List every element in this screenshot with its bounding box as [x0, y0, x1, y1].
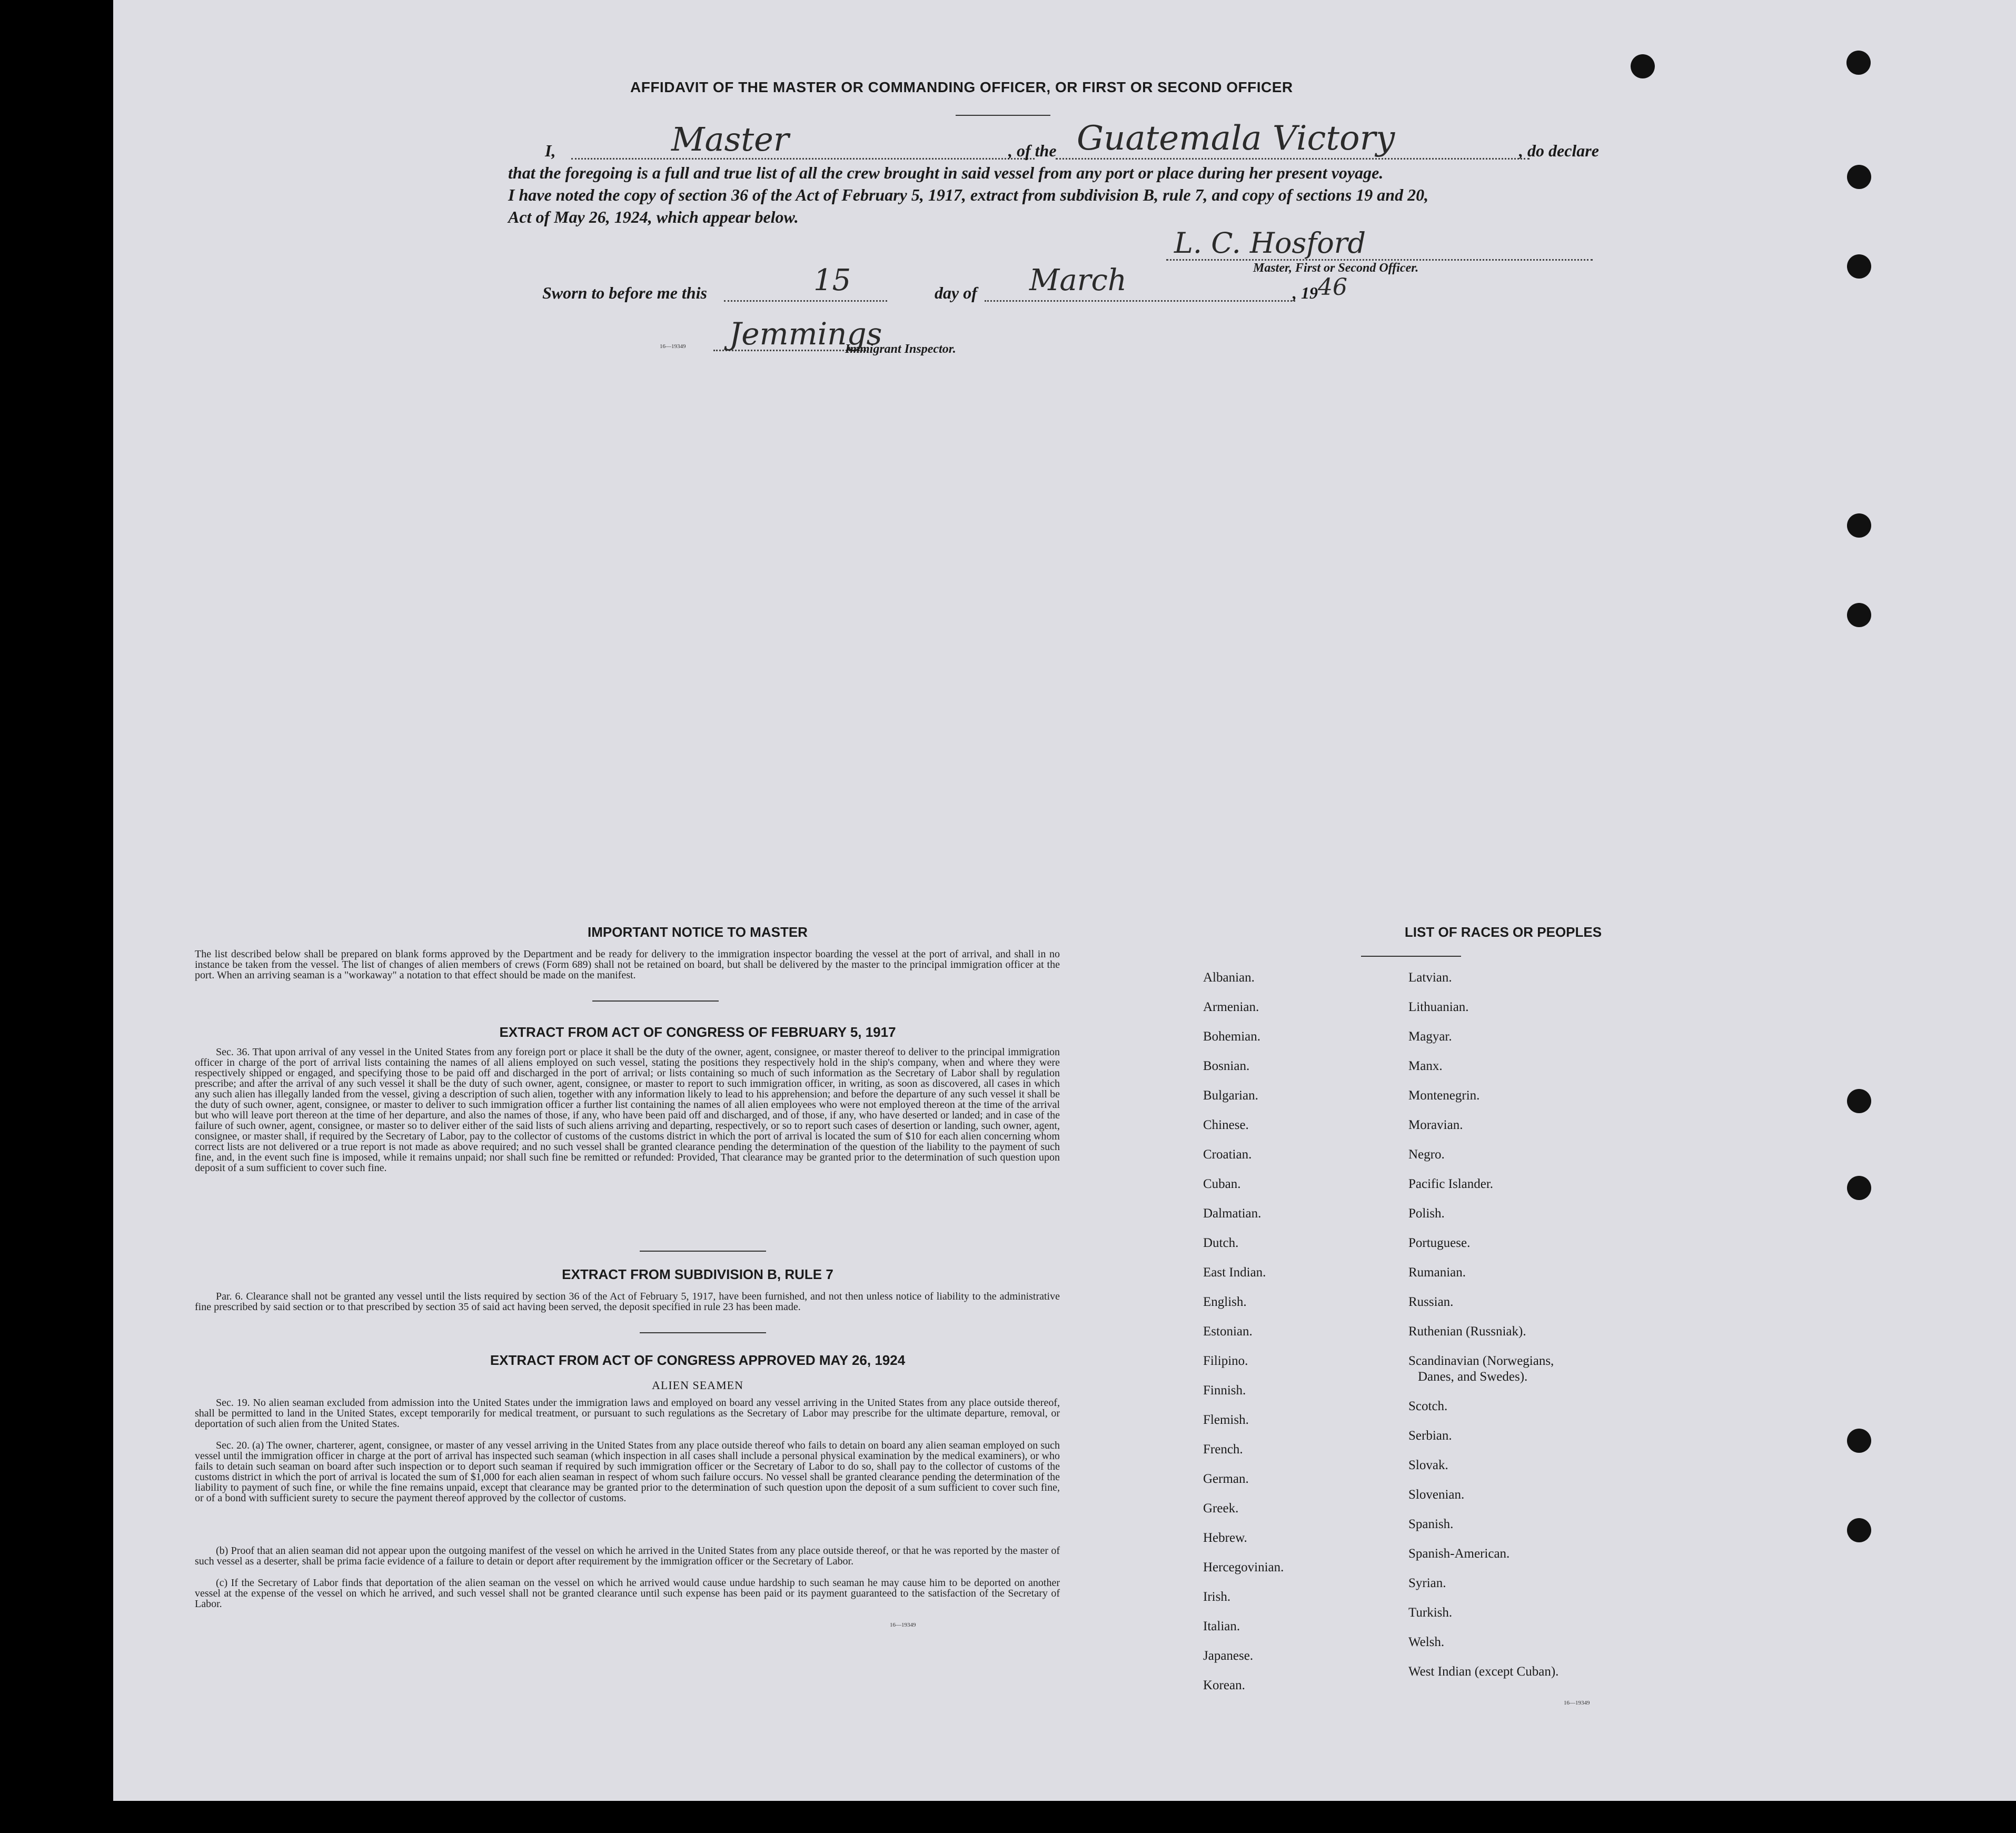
race-item: Hercegovinian. — [1203, 1560, 1284, 1574]
rank-blank — [571, 158, 1035, 160]
race-item: Greek. — [1203, 1501, 1239, 1515]
extract-1917-heading: EXTRACT FROM ACT OF CONGRESS OF FEBRUARY 5, 1917 — [499, 1024, 896, 1040]
race-item: Cuban. — [1203, 1177, 1241, 1191]
race-item: Russian. — [1408, 1295, 1454, 1309]
inspector-caption: Immigrant Inspector. — [845, 342, 956, 356]
race-item: French. — [1203, 1442, 1243, 1457]
year-prefix: , 19 — [1293, 283, 1318, 302]
sec19-text: Sec. 19. No alien seaman excluded from admission into the United States under the immigration laws and employed on board any vessel arriving in the United States from any place outside thereof, shall be permitted to land in the United States, except temporarily for medical treatment, or pursuant to such regulations as the Secretary of Labor may prescribe for the ultimate departure, removal, or deportation of such alien from the United States. — [195, 1397, 1060, 1430]
race-item: Welsh. — [1408, 1635, 1445, 1649]
sec20a-text: Sec. 20. (a) The owner, charterer, agent, consignee, or master of any vessel arriving in the United States from any place outside thereof who fails to detain on board any alien seaman employed on such vessel until the immigration officer in charge at the port of arrival has inspected such seaman (which inspection in all cases shall include a personal physical examination by the medical examiners), or who fails to detain such seaman on board after such inspection or to deport such seaman if required by such immigration officer or the Secretary of Labor to do so, shall pay to the collector of customs of the customs district in which the port of arrival is located the sum of $1,000 for each alien seaman in respect of whom such failure occurs. No vessel shall be granted clearance pending the determination of the liability to payment of such fine, or while the fine remains unpaid, except that clearance may be granted prior to the determination of such question upon the deposit of a sum sufficient to cover such fine, or of a bond with sufficient surety to secure the payment thereof approved by the collector of customs. — [195, 1440, 1060, 1504]
punch-hole — [1847, 603, 1871, 627]
race-item: Japanese. — [1203, 1649, 1254, 1663]
punch-hole — [1847, 254, 1871, 279]
race-item: English. — [1203, 1295, 1247, 1309]
race-item: Chinese. — [1203, 1118, 1249, 1132]
sworn-label: Sworn to before me this — [542, 283, 707, 302]
race-item: Danes, and Swedes). — [1418, 1370, 1528, 1384]
race-item: Slovak. — [1408, 1458, 1448, 1472]
vessel-blank — [1056, 158, 1530, 160]
inspector-signature: Jemmings — [729, 316, 882, 352]
punch-hole — [1847, 513, 1871, 538]
extract-1917-divider — [640, 1251, 766, 1252]
race-item: Albanian. — [1203, 970, 1255, 985]
races-form-code: 16—19349 — [1564, 1700, 1590, 1706]
sec20c-text: (c) If the Secretary of Labor finds that deportation of the alien seaman on the vessel on which he arrived would cause undue hardship to such seaman he may cause him to be deported on another vessel at the expense of the vessel on which he arrived, and such vessel shall not be granted clearance until such expense has been paid or its payment guaranteed to the satisfaction of the Secretary of Labor. — [195, 1577, 1060, 1610]
race-item: Spanish-American. — [1408, 1547, 1510, 1561]
races-divider — [1361, 956, 1461, 957]
race-item: Filipino. — [1203, 1354, 1248, 1368]
master-signature: L. C. Hosford — [1174, 226, 1366, 260]
extract-form-code: 16—19349 — [890, 1622, 916, 1628]
day-blank — [724, 300, 887, 302]
affidavit-heading: AFFIDAVIT OF THE MASTER OR COMMANDING OFFICER, OR FIRST OR SECOND OFFICER — [630, 79, 1293, 95]
punch-hole — [1847, 1089, 1871, 1113]
punch-hole — [1847, 1429, 1871, 1453]
filled-rank: Master — [671, 120, 789, 158]
filled-year: 46 — [1318, 274, 1347, 301]
heading-underline — [956, 115, 1050, 116]
race-item: Estonian. — [1203, 1324, 1253, 1339]
race-item: Latvian. — [1408, 970, 1452, 985]
race-item: Negro. — [1408, 1147, 1445, 1162]
extract-1917-text: Sec. 36. That upon arrival of any vessel in the United States from any foreign port or place it shall be the duty of the owner, agent, consignee, or master thereof to deliver to the principal immigration officer in charge of the port of arrival lists containing the names of all aliens employed on such vessel, stating the positions they respectively hold in the ship's company, when and where they were respectively shipped or engaged, and specifying those to be paid off and discharged in the port of arrival; or lists containing so much of such information as the Secretary of Labor shall by regulation prescribe; and after the arrival of any such vessel it shall be the duty of such owner, agent, consignee, or master to report to such immigration officer, in writing, as soon as discovered, all cases in which any such alien has illegally landed from the vessel, giving a description of such alien, together with any information likely to lead to his apprehension; and before the departure of any such vessel it shall be the duty of such owner, agent, consignee, or master to deliver to such immigration officer a further list containing the names of all alien employees who were not employed thereon at the time of the arrival but who will leave port thereon at the time of her departure, and also the names of those, if any, who have been paid off and discharged, and of those, if any, who have deserted or landed; and in case of the failure of such owner, agent, consignee, or master so to deliver either of the said lists of such aliens arriving and departing, respectively, or so to report such cases of desertion or landing, such owner, agent, consignee, or master shall, if required by the Secretary of Labor, pay to the collector of customs of the customs district in which the port of arrival is located the sum of $10 for each alien concerning whom correct lists are not delivered or a true report is not made as above required; and no such vessel shall be granted clearance pending the determination of the question of the liability to the payment of such fine, and, in the event such fine is imposed, while it remains unpaid; nor shall such fine be remitted or refunded: Provided, That clearance may be granted prior to the determination of such question upon deposit of a sum sufficient to cover such fine. — [195, 1046, 1060, 1174]
race-item: Montenegrin. — [1408, 1088, 1480, 1103]
race-item: Korean. — [1203, 1678, 1245, 1692]
race-item: Portuguese. — [1408, 1236, 1471, 1250]
race-item: Manx. — [1408, 1059, 1443, 1073]
race-item: Dalmatian. — [1203, 1206, 1262, 1221]
race-item: East Indian. — [1203, 1265, 1266, 1280]
affidavit-i-label: I, — [545, 141, 556, 160]
affidavit-line-2: that the foregoing is a full and true list of all the crew brought in said vessel from any port or place during her present voyage. — [508, 163, 1384, 182]
race-item: Irish. — [1203, 1590, 1231, 1604]
affidavit-line-4: Act of May 26, 1924, which appear below. — [508, 207, 799, 226]
race-item: Rumanian. — [1408, 1265, 1466, 1280]
notice-divider — [592, 1000, 719, 1002]
alien-seamen-subheading: ALIEN SEAMEN — [652, 1379, 743, 1392]
document-page — [113, 0, 2016, 1801]
punch-hole — [1847, 1176, 1871, 1200]
filled-day: 15 — [813, 263, 851, 298]
punch-hole — [1847, 1518, 1871, 1542]
race-item: Flemish. — [1203, 1413, 1249, 1427]
punch-hole — [1847, 165, 1871, 189]
affidavit-form-code: 16—19349 — [660, 343, 686, 350]
month-blank — [985, 300, 1295, 302]
filled-vessel: Guatemala Victory — [1077, 119, 1395, 158]
race-item: Moravian. — [1408, 1118, 1463, 1132]
punch-hole — [1846, 51, 1871, 75]
race-item: Spanish. — [1408, 1517, 1454, 1531]
race-item: Scotch. — [1408, 1399, 1448, 1413]
races-heading: LIST OF RACES OR PEOPLES — [1404, 924, 1602, 940]
punch-hole — [1631, 54, 1655, 78]
race-item: German. — [1203, 1472, 1249, 1486]
rule7-text: Par. 6. Clearance shall not be granted any vessel until the lists required by section 36 of the Act of February 5, 1917, have been furnished, and not then unless notice of liability to the administrative fine prescribed by said section or to that prescribed by section 35 of said act having been served, the deposit specified in rule 23 has been made. — [195, 1291, 1060, 1313]
race-item: Hebrew. — [1203, 1531, 1247, 1545]
do-declare-label: , do declare — [1519, 141, 1599, 160]
race-item: Turkish. — [1408, 1606, 1453, 1620]
signature-caption: Master, First or Second Officer. — [1253, 261, 1419, 275]
race-item: Serbian. — [1408, 1429, 1452, 1443]
race-item: Syrian. — [1408, 1576, 1446, 1590]
affidavit-line-3: I have noted the copy of section 36 of the Act of February 5, 1917, extract from subdivision B, rule 7, and copy of sections 19 and 20, — [508, 185, 1429, 204]
rule7-heading: EXTRACT FROM SUBDIVISION B, RULE 7 — [562, 1266, 833, 1282]
extract-1924-heading: EXTRACT FROM ACT OF CONGRESS APPROVED MAY 26, 1924 — [490, 1352, 906, 1368]
race-item: Dutch. — [1203, 1236, 1239, 1250]
sec20b-text: (b) Proof that an alien seaman did not appear upon the outgoing manifest of the vessel on which he arrived in the United States from any place outside thereof, or that he was reported by the master of such vessel as a deserter, shall be prima facie evidence of a failure to detain or deport after requirement by the immigration officer or the Secretary of Labor. — [195, 1545, 1060, 1567]
race-item: Polish. — [1408, 1206, 1445, 1221]
notice-text: The list described below shall be prepared on blank forms approved by the Department and be ready for delivery to the immigration inspector boarding the vessel at the port of arrival, and shall in no instance be taken from the vessel. The list of changes of alien members of crews (Form 689) shall not be retained on board, but shall be delivered by the master to the principal immigration officer at the port. When an arriving seaman is a "workaway" a notation to that effect should be made on the manifest. — [195, 948, 1060, 981]
race-item: Croatian. — [1203, 1147, 1252, 1162]
race-item: Bulgarian. — [1203, 1088, 1258, 1103]
race-item: Italian. — [1203, 1619, 1240, 1633]
race-item: Lithuanian. — [1408, 1000, 1469, 1014]
day-of-label: day of — [935, 283, 977, 302]
race-item: Slovenian. — [1408, 1488, 1465, 1502]
of-the-label: , of the — [1008, 141, 1057, 160]
race-item: Ruthenian (Russniak). — [1408, 1324, 1526, 1339]
race-item: Bosnian. — [1203, 1059, 1250, 1073]
race-item: West Indian (except Cuban). — [1408, 1664, 1559, 1679]
race-item: Pacific Islander. — [1408, 1177, 1494, 1191]
race-item: Finnish. — [1203, 1383, 1246, 1398]
race-item: Bohemian. — [1203, 1029, 1261, 1044]
race-item: Scandinavian (Norwegians, — [1408, 1354, 1554, 1368]
filled-month: March — [1029, 263, 1127, 298]
race-item: Armenian. — [1203, 1000, 1259, 1014]
race-item: Magyar. — [1408, 1029, 1452, 1044]
rule7-divider — [640, 1332, 766, 1333]
notice-heading: IMPORTANT NOTICE TO MASTER — [588, 924, 808, 940]
